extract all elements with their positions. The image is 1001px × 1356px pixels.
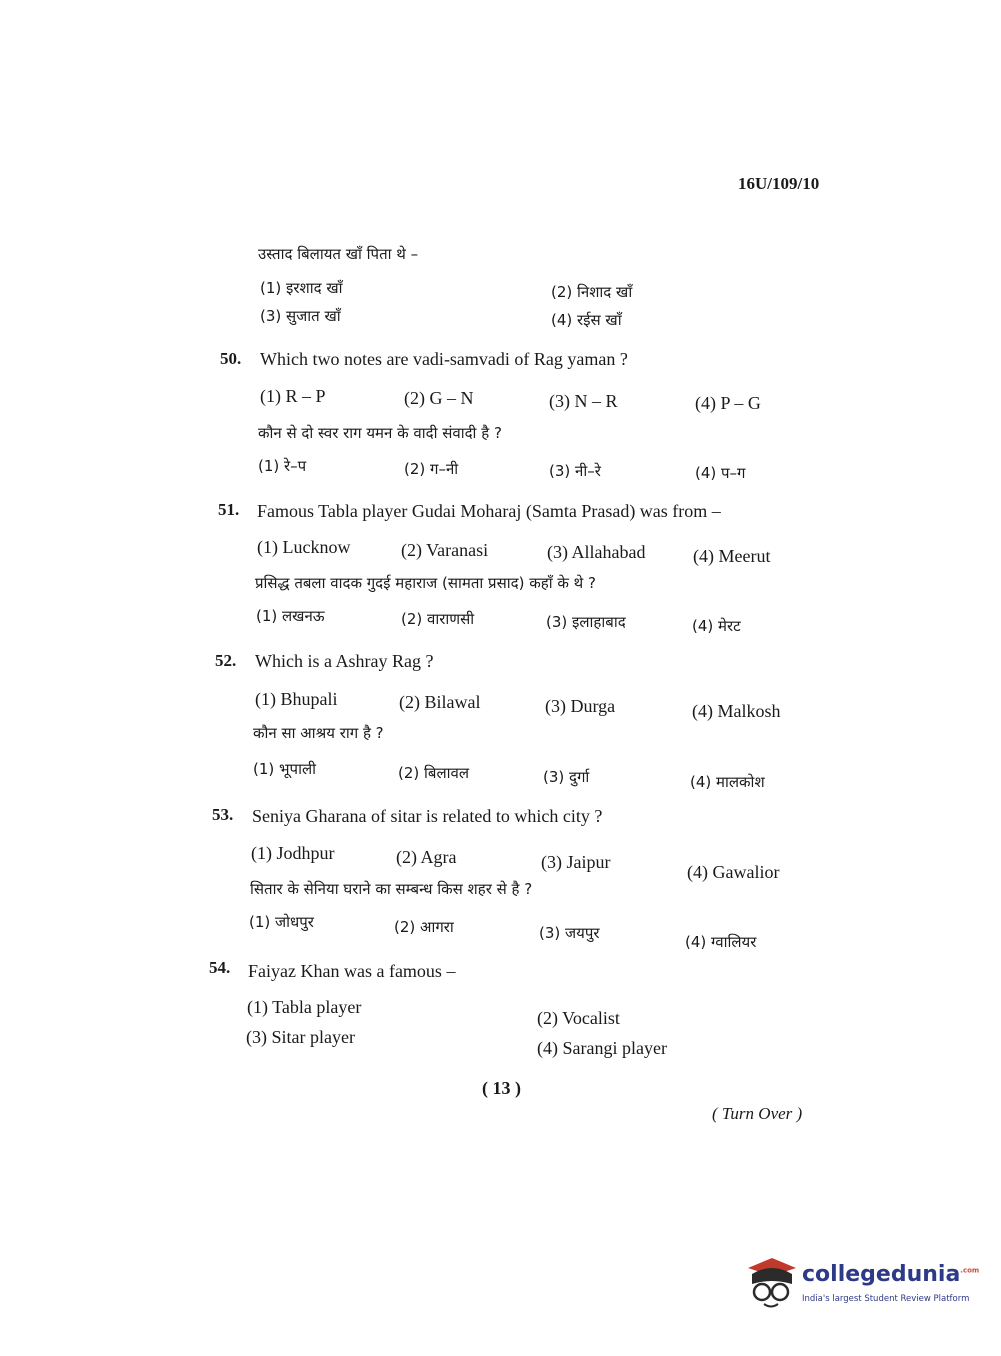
q50-hindi-option-3: (3) नी–रे bbox=[549, 462, 601, 480]
q53-option-4: (4) Gawalior bbox=[687, 862, 780, 882]
q50-text: Which two notes are vadi-samvadi of Rag yaman ? bbox=[260, 349, 628, 369]
q52-option-3: (3) Durga bbox=[545, 696, 616, 716]
q54-text: Faiyaz Khan was a famous – bbox=[248, 961, 456, 981]
q51-option-4: (4) Meerut bbox=[693, 546, 771, 566]
q54-number: 54. bbox=[209, 958, 231, 977]
q50-hindi-text: कौन से दो स्वर राग यमन के वादी संवादी है ? bbox=[258, 424, 502, 442]
q52-hindi-text: कौन सा आश्रय राग है ? bbox=[253, 724, 384, 742]
q53-option-2: (2) Agra bbox=[396, 847, 457, 867]
collegedunia-watermark bbox=[742, 1254, 980, 1314]
q52-hindi-option-3: (3) दुर्गा bbox=[543, 768, 590, 786]
paper-code: 16U/109/10 bbox=[738, 174, 820, 193]
q50-option-1: (1) R – P bbox=[260, 386, 326, 406]
q50-number: 50. bbox=[220, 349, 242, 368]
q50-hindi-option-4: (4) प–ग bbox=[695, 464, 746, 482]
q51-text: Famous Tabla player Gudai Moharaj (Samta Prasad) was from – bbox=[257, 501, 721, 521]
q53-number: 53. bbox=[212, 805, 234, 824]
q53-text: Seniya Gharana of sitar is related to which city ? bbox=[252, 806, 603, 826]
q52-hindi-option-2: (2) बिलावल bbox=[398, 764, 470, 782]
q52-text: Which is a Ashray Rag ? bbox=[255, 651, 434, 671]
q52-hindi-option-4: (4) मालकोश bbox=[690, 773, 765, 791]
q53-hindi-option-4: (4) ग्वालियर bbox=[685, 933, 757, 951]
q50-option-3: (3) N – R bbox=[549, 391, 618, 411]
q51-hindi-option-4: (4) मेरट bbox=[692, 617, 741, 635]
turn-over-note: ( Turn Over ) bbox=[712, 1104, 803, 1123]
q53-hindi-option-1: (1) जोधपुर bbox=[249, 913, 314, 931]
q53-hindi-text: सितार के सेनिया घराने का सम्बन्ध किस शहर से है ? bbox=[250, 880, 533, 898]
brand-domain: .com bbox=[960, 1266, 980, 1275]
q50-option-2: (2) G – N bbox=[404, 388, 474, 408]
q52-number: 52. bbox=[215, 651, 237, 670]
brand-tagline: India's largest Student Review Platform bbox=[802, 1294, 970, 1304]
q54-option-4: (4) Sarangi player bbox=[537, 1038, 667, 1058]
q52-hindi-option-1: (1) भूपाली bbox=[253, 760, 317, 778]
q54-option-1: (1) Tabla player bbox=[247, 997, 362, 1017]
q53-option-1: (1) Jodhpur bbox=[251, 843, 335, 863]
q51-hindi-option-3: (3) इलाहाबाद bbox=[546, 613, 626, 631]
q51-option-3: (3) Allahabad bbox=[547, 542, 646, 562]
q51-number: 51. bbox=[218, 500, 240, 519]
q50-hindi-option-1: (1) रे–प bbox=[258, 457, 307, 475]
q51-hindi-option-1: (1) लखनऊ bbox=[256, 607, 325, 625]
q51-option-1: (1) Lucknow bbox=[257, 537, 351, 557]
q52-option-1: (1) Bhupali bbox=[255, 689, 338, 709]
page-number: ( 13 ) bbox=[482, 1078, 521, 1098]
q49-option-2: (2) निशाद खाँ bbox=[551, 283, 633, 301]
q50-hindi-option-2: (2) ग–नी bbox=[404, 460, 459, 478]
brand-name: collegedunia bbox=[802, 1262, 961, 1287]
q50-option-4: (4) P – G bbox=[695, 393, 761, 413]
q52-option-2: (2) Bilawal bbox=[399, 692, 481, 712]
q52-option-4: (4) Malkosh bbox=[692, 701, 781, 721]
q49-option-3: (3) सुजात खाँ bbox=[260, 307, 341, 325]
q54-option-2: (2) Vocalist bbox=[537, 1008, 620, 1028]
q54-option-3: (3) Sitar player bbox=[246, 1027, 355, 1047]
mascot-icon bbox=[742, 1254, 798, 1312]
q53-option-3: (3) Jaipur bbox=[541, 852, 611, 872]
q49-option-4: (4) रईस खाँ bbox=[551, 311, 622, 329]
q49-text: उस्ताद बिलायत खाँ पिता थे – bbox=[258, 245, 419, 263]
q53-hindi-option-3: (3) जयपुर bbox=[539, 924, 600, 942]
q53-hindi-option-2: (2) आगरा bbox=[394, 918, 454, 936]
q51-hindi-option-2: (2) वाराणसी bbox=[401, 610, 475, 628]
q51-hindi-text: प्रसिद्ध तबला वादक गुदई महाराज (सामता प्रसाद) कहाँ के थे ? bbox=[255, 574, 596, 592]
q49-option-1: (1) इरशाद खाँ bbox=[260, 279, 343, 297]
q51-option-2: (2) Varanasi bbox=[401, 540, 489, 560]
